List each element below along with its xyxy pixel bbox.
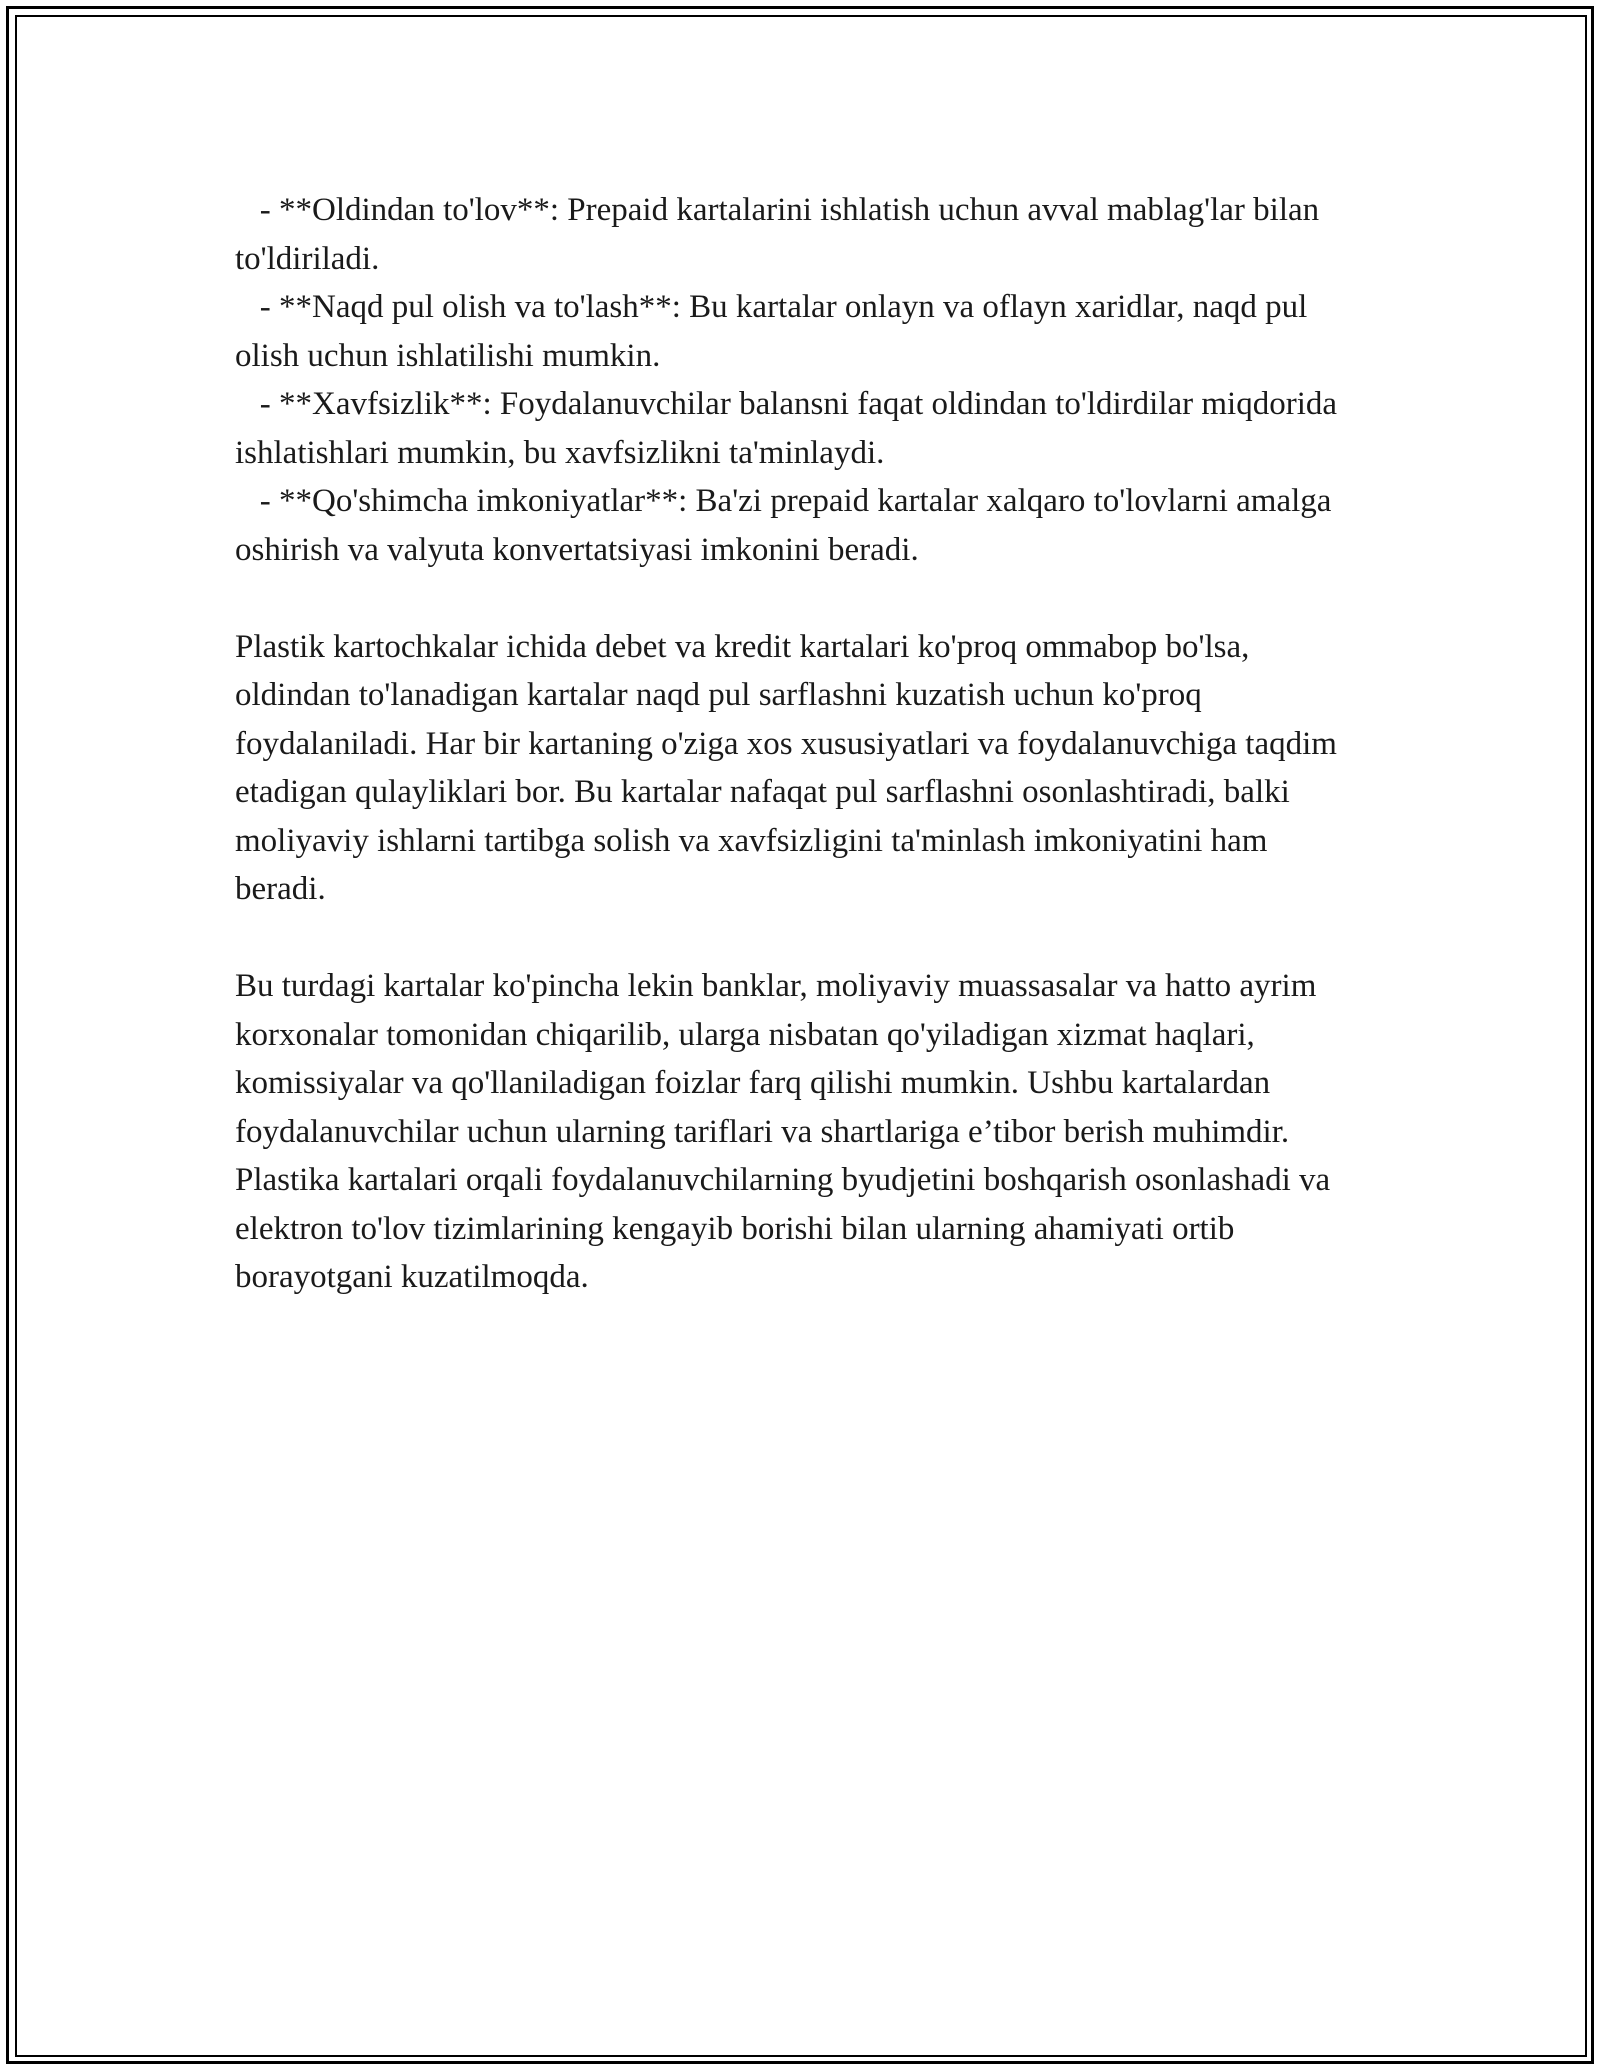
bullet-cash-and-payment: [235, 283, 1365, 380]
bullet-marker: -: [235, 192, 279, 228]
bullet-text: **Xavfsizlik**: Foydalanuvchilar balansni faqat oldindan to'ldirdilar miqdorida ishlatishlari mumkin, bu xavfsizlikni ta'minlaydi.: [235, 386, 1338, 471]
bullet-text: **Naqd pul olish va to'lash**: Bu kartalar onlayn va oflayn xaridlar, naqd pul olish uchun ishlatilishi mumkin.: [235, 289, 1308, 374]
bullet-security: [235, 380, 1365, 477]
bullet-marker: -: [235, 483, 279, 519]
paragraph-issuers-and-fees: Bu turdagi kartalar ko'pincha lekin banklar, moliyaviy muassasalar va hatto ayrim korxonalar tomonidan chiqarilib, ularga nisbatan qo'yiladigan xizmat haqlari, komissiyalar va qo'llaniladigan foizlar farq qilishi mumkin. Ushbu kartalardan foydalanuvchilar uchun ularning tariflari va shartlariga e’tibor berish muhimdir. Plastika kartalari orqali foydalanuvchilarning byudjetini boshqarish osonlashadi va elektron to'lov tizimlarining kengayib borishi bilan ularning ahamiyati ortib borayotgani kuzatilmoqda.: [235, 968, 1331, 1295]
bullet-extra-features: [235, 477, 1365, 574]
paragraph-spacer: [235, 914, 1365, 963]
document-body: [235, 186, 1365, 1302]
bullet-marker: -: [235, 289, 279, 325]
bullet-text: **Oldindan to'lov**: Prepaid kartalarini ishlatish uchun avval mablag'lar bilan to'ldiriladi.: [235, 192, 1320, 277]
bullet-prepayment: [235, 186, 1365, 283]
paragraph-spacer: [235, 574, 1365, 623]
bullet-marker: -: [235, 386, 279, 422]
bullet-text: **Qo'shimcha imkoniyatlar**: Ba'zi prepaid kartalar xalqaro to'lovlarni amalga oshirish va valyuta konvertatsiyasi imkonini beradi.: [235, 483, 1332, 568]
paragraph-card-comparison: Plastik kartochkalar ichida debet va kredit kartalari ko'proq ommabop bo'lsa, oldindan to'lanadigan kartalar naqd pul sarflashni kuzatish uchun ko'proq foydalaniladi. Har bir kartaning o'ziga xos xususiyatlari va foydalanuvchiga taqdim etadigan qulayliklari bor. Bu kartalar nafaqat pul sarflashni osonlashtiradi, balki moliyaviy ishlarni tartibga solish va xavfsizligini ta'minlash imkoniyatini ham beradi.: [235, 628, 1337, 907]
